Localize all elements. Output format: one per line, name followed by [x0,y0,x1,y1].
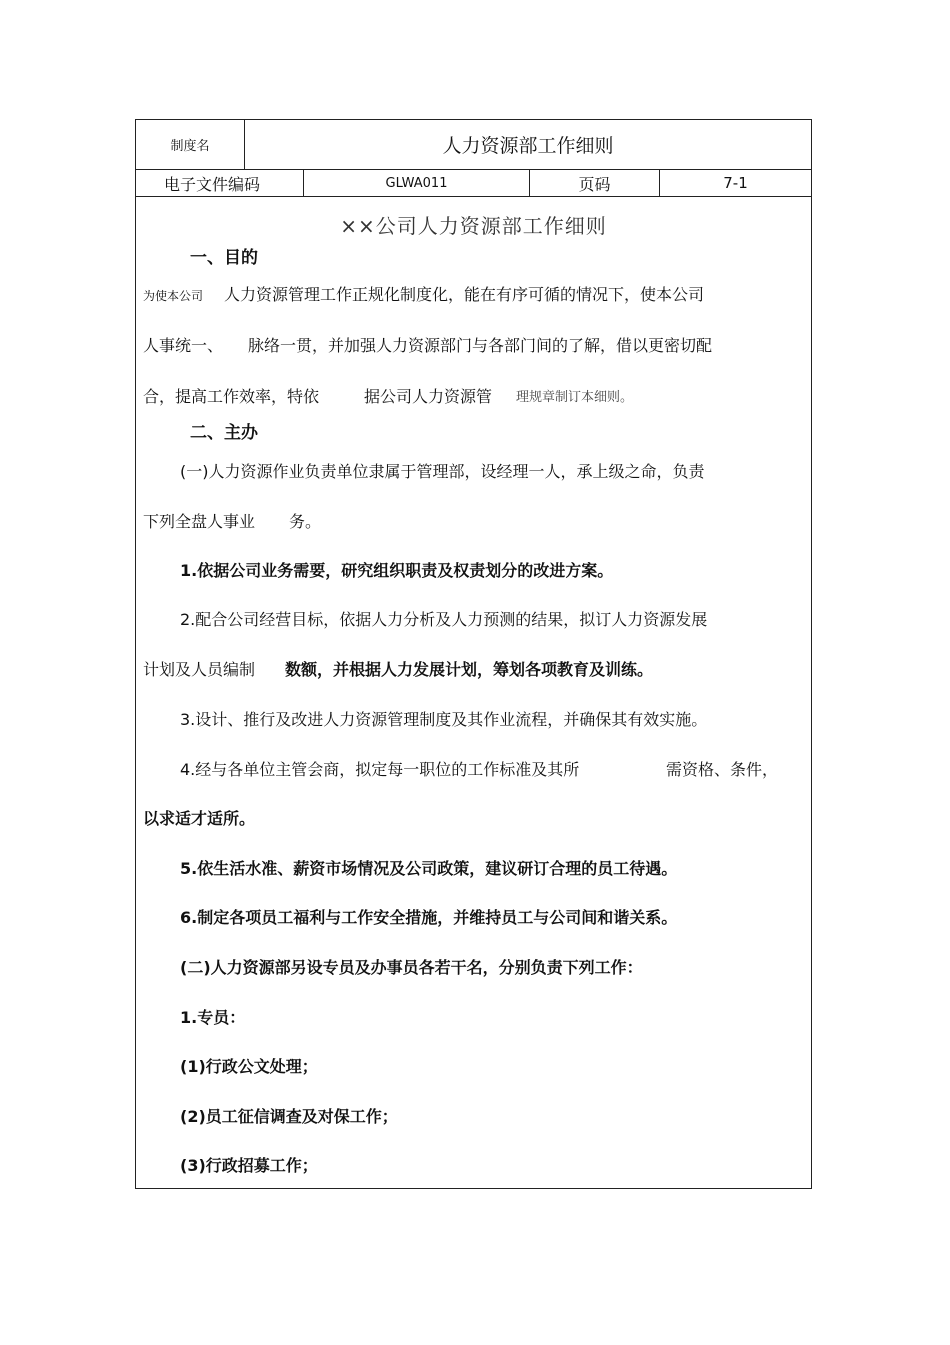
rule-title: 人力资源部工作细则 [442,135,614,157]
list-item: 计划及人员编制 [143,660,256,679]
section-heading-host: 二、主办 [190,423,258,443]
header-row-code [136,170,811,197]
header-row-title [136,120,811,170]
list-item: 需资格、条件， [666,760,779,779]
paragraph-text: 为使本公司 [143,289,204,303]
paragraph-text: (二)人力资源部另设专员及办事员各若干名，分别负责下列工作： [180,958,643,977]
document-title: ××公司人力资源部工作细则 [340,214,607,238]
list-item: 4.经与各单位主管会商，拟定每一职位的工作标准及其所 [180,760,580,779]
list-item: 2.配合公司经营目标，依据人力分析及人力预测的结果，拟订人力资源发展 [180,610,708,629]
list-item: (2)员工征信调查及对保工作； [180,1107,398,1126]
list-item: 6.制定各项员工福利与工作安全措施，并维持员工与公司间和谐关系。 [180,908,678,927]
list-item: (1)行政公文处理； [180,1057,318,1076]
paragraph-text: 人力资源管理工作正规化制度化，能在有序可循的情况下，使本公司 [224,285,705,304]
list-item: (3)行政招募工作； [180,1156,318,1175]
list-item: 数额，并根据人力发展计划，筹划各项教育及训练。 [285,660,654,679]
paragraph-text: 理规章制订本细则。 [516,390,634,405]
page-label: 页码 [530,170,660,196]
list-item: 1.依据公司业务需要，研究组织职责及权责划分的改进方案。 [180,561,614,580]
file-code-value: GLWA011 [304,170,530,196]
paragraph-text: 人事统一、 [143,336,224,355]
paragraph-text: 务。 [289,512,322,531]
paragraph-text: (一)人力资源作业负责单位隶属于管理部，设经理一人，承上级之命，负责 [180,462,705,481]
rule-name-label: 制度名 [136,120,245,169]
list-item: 1.专员： [180,1008,246,1027]
paragraph-text: 下列全盘人事业 [143,512,256,531]
file-code-label: 电子文件编码 [136,170,304,196]
section-heading-purpose: 一、目的 [190,248,258,268]
page-value: 7-1 [723,174,748,192]
list-item: 3.设计、推行及改进人力资源管理制度及其作业流程，并确保其有效实施。 [180,710,708,729]
document-frame [135,119,812,1189]
paragraph-text: 合，提高工作效率，特依 [143,387,320,406]
paragraph-text: 脉络一贯，并加强人力资源部门与各部门间的了解，借以更密切配 [248,336,713,355]
list-item: 5.依生活水准、薪资市场情况及公司政策，建议研订合理的员工待遇。 [180,859,678,878]
list-item: 以求适才适所。 [143,809,256,828]
paragraph-text: 据公司人力资源管 [364,387,493,406]
